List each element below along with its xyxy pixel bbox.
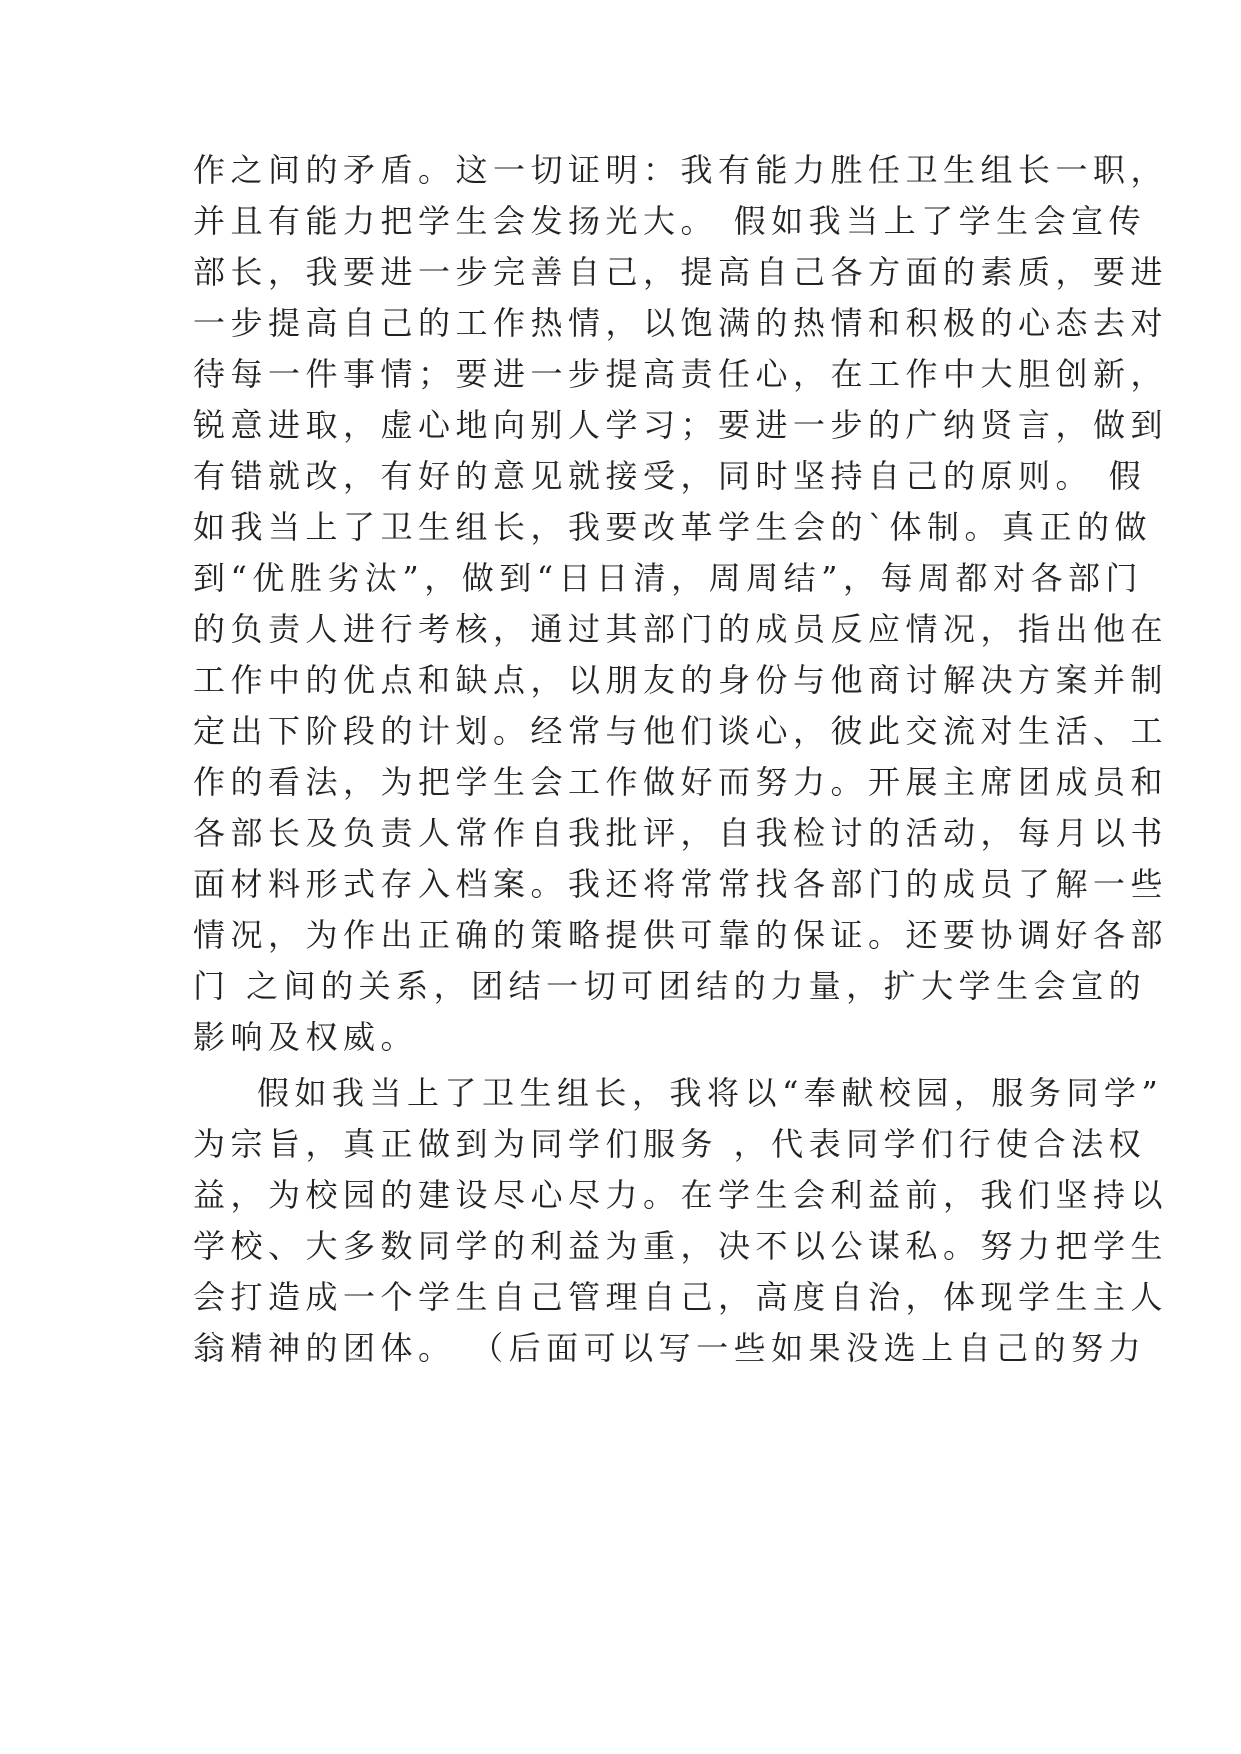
text-line-6: 锐意进取，虚心地向别人学习；要进一步的广纳贤言，做到: [193, 406, 1169, 444]
text-line-15: 面材料形式存入档案。我还将常常找各部门的成员了解一些: [193, 865, 1169, 903]
text-line-9: 到“优胜劣汰”，做到“日日清，周周结”，每周都对各部门: [193, 559, 1143, 597]
text-line-17: 门 之间的关系，团结一切可团结的力量，扩大学生会宣的: [193, 967, 1147, 1005]
text-line-10: 的负责人进行考核，通过其部门的成员反应情况，指出他在: [193, 610, 1169, 648]
text-line-8: 如我当上了卫生组长，我要改革学生会的`体制。真正的做: [193, 508, 1153, 546]
text-line-2: 并且有能力把学生会发扬光大。 假如我当上了学生会宣传: [193, 202, 1147, 240]
text-line-23: 会打造成一个学生自己管理自己，高度自治，体现学生主人: [193, 1278, 1169, 1316]
text-line-1: 作之间的矛盾。这一切证明：我有能力胜任卫生组长一职，: [193, 151, 1169, 189]
text-line-3: 部长，我要进一步完善自己，提高自己各方面的素质，要进: [193, 253, 1169, 291]
text-line-4: 一步提高自己的工作热情，以饱满的热情和积极的心态去对: [193, 304, 1169, 342]
text-line-20: 为宗旨，真正做到为同学们服务 ，代表同学们行使合法权: [193, 1125, 1147, 1163]
text-line-16: 情况，为作出正确的策略提供可靠的保证。还要协调好各部: [193, 916, 1169, 954]
text-line-11: 工作中的优点和缺点，以朋友的身份与他商讨解决方案并制: [193, 661, 1169, 699]
text-line-24: 翁精神的团体。 （后面可以写一些如果没选上自己的努力: [193, 1329, 1147, 1367]
text-line-21: 益，为校园的建设尽心尽力。在学生会利益前，我们坚持以: [193, 1176, 1169, 1214]
text-line-19: 假如我当上了卫生组长，我将以“奉献校园，服务同学”: [257, 1074, 1164, 1112]
text-line-18: 影响及权威。: [193, 1018, 419, 1056]
text-line-14: 各部长及负责人常作自我批评，自我检讨的活动，每月以书: [193, 814, 1169, 852]
text-line-5: 待每一件事情；要进一步提高责任心，在工作中大胆创新，: [193, 355, 1169, 393]
text-line-22: 学校、大多数同学的利益为重，决不以公谋私。努力把学生: [193, 1227, 1169, 1265]
text-line-13: 作的看法，为把学生会工作做好而努力。开展主席团成员和: [193, 763, 1169, 801]
text-line-7: 有错就改，有好的意见就接受，同时坚持自己的原则。 假: [193, 457, 1147, 495]
text-line-12: 定出下阶段的计划。经常与他们谈心，彼此交流对生活、工: [193, 712, 1169, 750]
